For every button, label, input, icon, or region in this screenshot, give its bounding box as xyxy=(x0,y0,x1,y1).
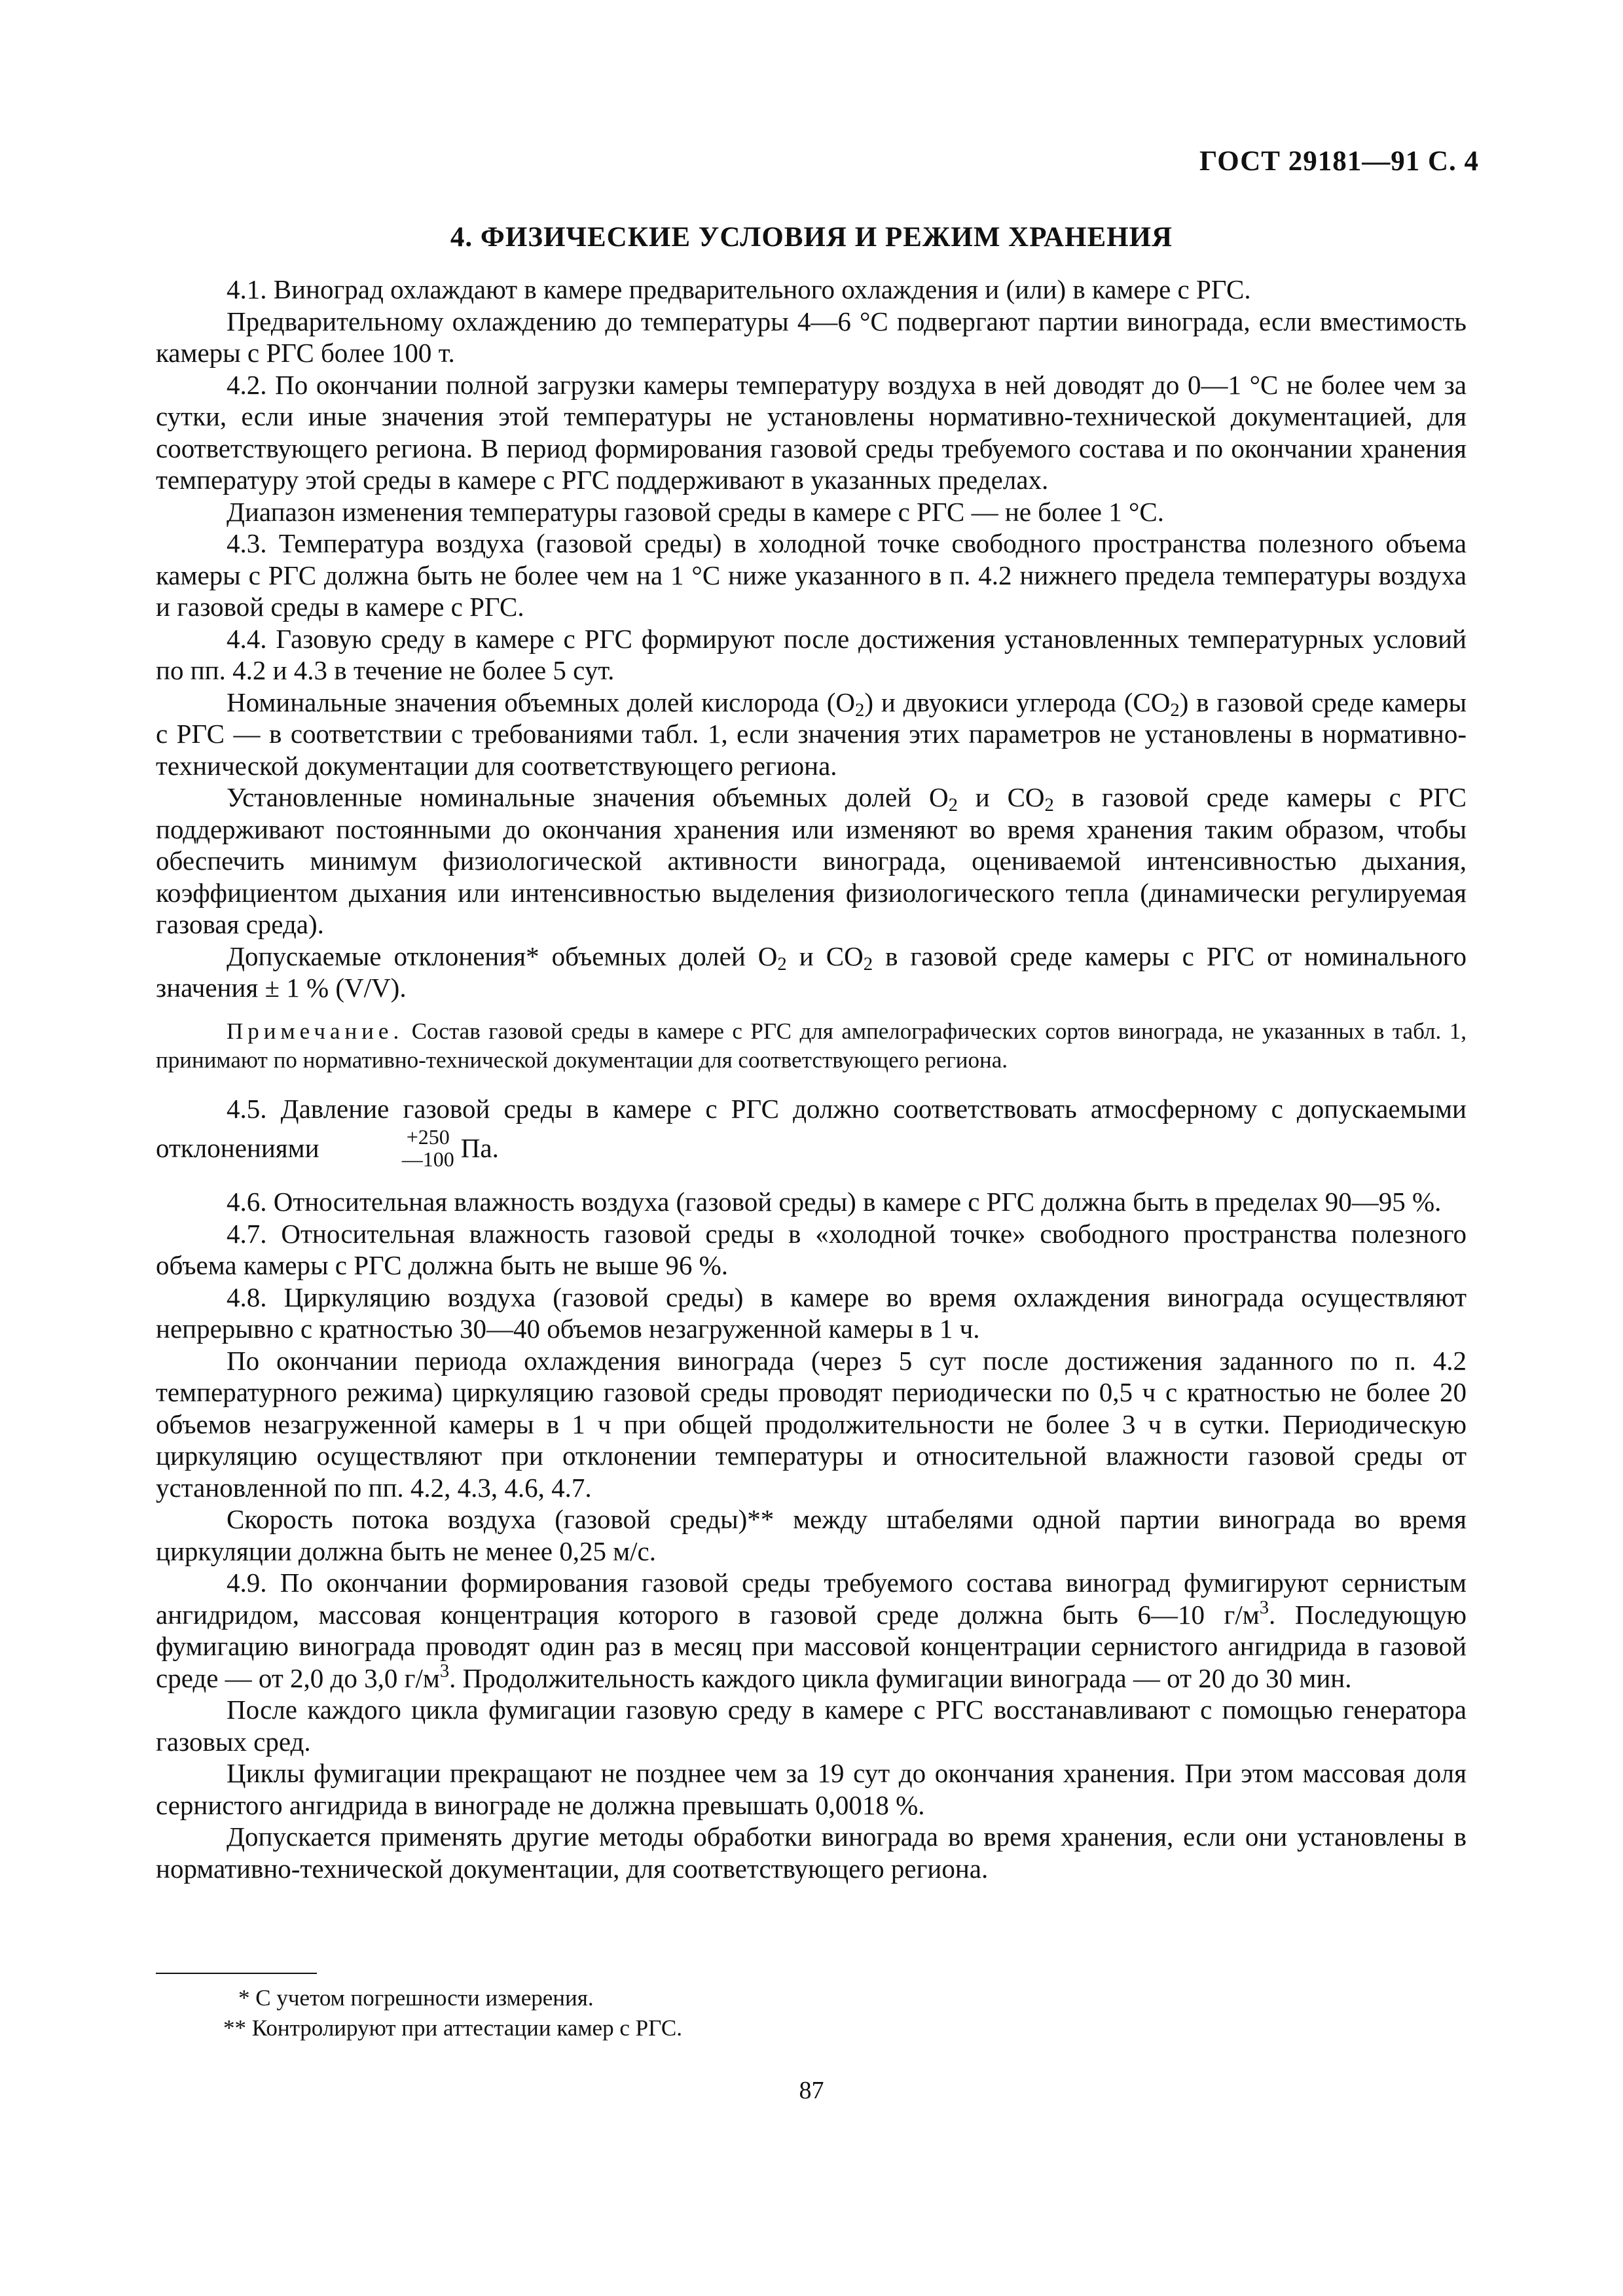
paragraph: Допускается применять другие методы обработки винограда во время хранения, если они установлены в нормативно-технической документации, для соответствующего региона. xyxy=(156,1821,1467,1884)
paragraph: После каждого цикла фумигации газовую среду в камере с РГС восстанавливают с помощью генератора газовых сред. xyxy=(156,1695,1467,1757)
text-run: Установленные номинальные значения объемных долей O xyxy=(227,782,949,812)
paragraph: Диапазон изменения температуры газовой среды в камере с РГС — не более 1 °С. xyxy=(227,496,1164,527)
paragraph-4-9 xyxy=(156,1567,1467,1694)
text-run: и CO xyxy=(957,782,1045,812)
tolerance-fraction xyxy=(331,1126,454,1170)
note-text: Состав газовой среды в камере с РГС для ампелографических сортов винограда, не указанных в табл. 1, принимают по нормативно-технической документации для соответствующего региона. xyxy=(156,1018,1467,1073)
text-run: 4.5. Давление газовой среды в камере с РГС должно соответствовать атмосферному с допускаемыми отклонениями xyxy=(156,1093,1467,1163)
paragraph-4-3: 4.3. Температура воздуха (газовой среды) в холодной точке свободного пространства полезного объема камеры с РГС должна быть не более чем на 1 °С ниже указанного в п. 4.2 нижнего предела температуры воздуха и газовой среды в камере с РГС. xyxy=(156,528,1467,622)
footnotes xyxy=(156,1983,1269,2043)
subscript: 2 xyxy=(1044,795,1054,816)
paragraph-4-1: 4.1. Виноград охлаждают в камере предварительного охлаждения и (или) в камере с РГС. xyxy=(227,274,1251,304)
subscript: 2 xyxy=(948,795,958,816)
paragraph-4-4: 4.4. Газовую среду в камере с РГС формируют после достижения установленных температурных условий по пп. 4.2 и 4.3 в течение не более 5 сут. xyxy=(156,623,1467,685)
paragraph-4-7: 4.7. Относительная влажность газовой среды в «холодной точке» свободного пространства полезного объема камеры с РГС должна быть не выше 96 %. xyxy=(156,1218,1467,1281)
paragraph: Циклы фумигации прекращают не позднее чем за 19 сут до окончания хранения. При этом массовая доля сернистого ангидрида в винограде не должна превышать 0,0018 %. xyxy=(156,1758,1467,1820)
paragraph-4-6: 4.6. Относительная влажность воздуха (газовой среды) в камере с РГС должна быть в пределах 90—95 %. xyxy=(227,1187,1442,1217)
note xyxy=(156,1017,1467,1075)
subscript: 2 xyxy=(1170,699,1180,721)
text-run: Номинальные значения объемных долей кислорода (O xyxy=(227,687,856,717)
paragraph-o2-co2-established xyxy=(156,781,1467,941)
section-title: 4. ФИЗИЧЕСКИЕ УСЛОВИЯ И РЕЖИМ ХРАНЕНИЯ xyxy=(450,222,1173,253)
text-run: Допускаемые отклонения* объемных долей O xyxy=(227,941,778,971)
text-run: в газовой среде камеры с РГС поддерживают постоянными до окончания хранения или изменяют во время хранения таким образом, чтобы обеспечить минимум физиологической активности винограда, оцениваемой интенсивностью дыхания, коэффициентом дыхания или интенсивностью выделения физиологического тепла (динамически регулируемая газовая среда). xyxy=(156,782,1467,939)
document-body xyxy=(156,274,1467,1884)
paragraph-o2-co2-nominal xyxy=(156,687,1467,782)
footnote-divider xyxy=(156,1973,317,1974)
paragraph-deviations xyxy=(156,941,1467,1004)
footnote-1: * С учетом погрешности измерения. xyxy=(238,1985,594,2011)
text-run: ) в газовой среде камеры с РГС — в соответствии с требованиями табл. 1, если значения этих параметров не установлены в нормативно-технической документации для соответствующего региона. xyxy=(156,687,1467,781)
paragraph: Скорость потока воздуха (газовой среды)** между штабелями одной партии винограда во время циркуляции должна быть не менее 0,25 м/с. xyxy=(156,1504,1467,1566)
text-run: в газовой среде камеры с РГС от номинального значения ± 1 % (V/V). xyxy=(156,941,1467,1003)
superscript: 3 xyxy=(1259,1596,1269,1618)
paragraph: Предварительному охлаждению до температуры 4—6 °С подвергают партии винограда, если вместимость камеры с РГС более 100 т. xyxy=(156,306,1467,368)
page-number: 87 xyxy=(799,2077,824,2104)
text-run: и CO xyxy=(786,941,864,971)
paragraph-4-5 xyxy=(156,1089,1467,1174)
tolerance-lower: —100 xyxy=(401,1147,454,1172)
text-run: . Продолжительность каждого цикла фумигации винограда — от 20 до 30 мин. xyxy=(449,1662,1352,1693)
subscript: 2 xyxy=(777,953,787,975)
superscript: 3 xyxy=(439,1660,450,1681)
text-run: . Последующую фумигацию винограда проводят один раз в месяц при массовой концентрации сернистого ангидрида в газовой среде — от 2,0 до 3,0 г/м xyxy=(156,1599,1467,1693)
text-run: ) и двуокиси углерода (CO xyxy=(864,687,1171,717)
paragraph-4-2: 4.2. По окончании полной загрузки камеры температуру воздуха в ней доводят до 0—1 °С не более чем за сутки, если иные значения этой температуры не установлены нормативно-технической документацией, для соответствующего региона. В период формирования газовой среды требуемого состава и по окончании хранения температуру этой среды в камере с РГС поддерживают в указанных пределах. xyxy=(156,369,1467,495)
text-run: Па. xyxy=(460,1132,499,1163)
document-header: ГОСТ 29181—91 С. 4 xyxy=(1199,146,1479,177)
tolerance-upper: +250 xyxy=(406,1125,450,1149)
paragraph: По окончании периода охлаждения винограда (через 5 сут после достижения заданного по п. 4.2 температурного режима) циркуляцию газовой среды проводят периодически по 0,5 ч с кратностью не более 20 объемов незагруженной камеры в 1 ч при общей продолжительности не более 3 ч в сутки. Периодическую циркуляцию осуществляют при отклонении температуры и относительной влажности газовой среды от установленной по пп. 4.2, 4.3, 4.6, 4.7. xyxy=(156,1345,1467,1503)
footnote-2: ** Контролируют при аттестации камер с РГС. xyxy=(223,2015,682,2041)
note-label: Примечание. xyxy=(227,1018,404,1044)
subscript: 2 xyxy=(863,953,873,975)
text-run: 4.9. По окончании формирования газовой среды требуемого состава виноград фумигируют сернистым ангидридом, массовая концентрация которого в газовой среде должна быть 6—10 г/м xyxy=(156,1568,1467,1630)
subscript: 2 xyxy=(855,699,865,721)
paragraph-4-8: 4.8. Циркуляцию воздуха (газовой среды) в камере во время охлаждения винограда осуществляют непрерывно с кратностью 30—40 объемов незагруженной камеры в 1 ч. xyxy=(156,1282,1467,1344)
